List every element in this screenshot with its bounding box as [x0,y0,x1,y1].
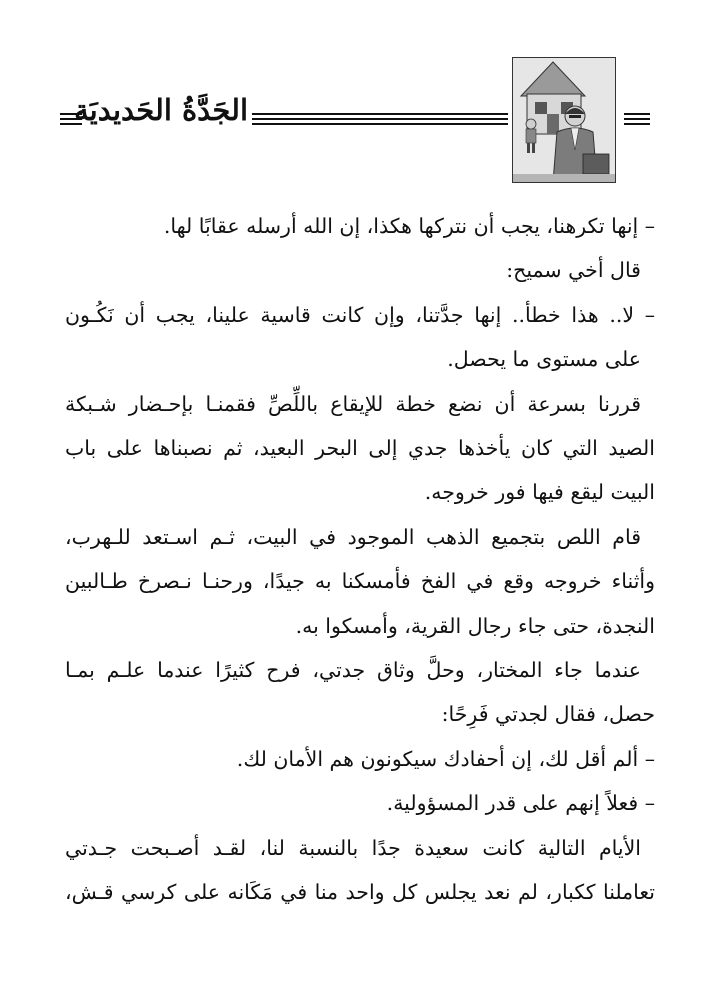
text-line: النجدة، حتى جاء رجال القرية، وأمسكوا به. [295,613,655,638]
text-line: وأثناء خروجه وقع في الفخ فأمسكنا به جيدًا، ورحنـا نـصرخ طـالبين [65,569,655,594]
text-line: – إنها تكرهنا، يجب أن نتركها هكذا، إن الله أرسله عقابًا لها. [163,214,655,238]
text-line: تعاملنا ككبار، لم نعد يجلس كل واحد منا في مَكَانه على كرسي قـش، [65,880,655,905]
text-line: – فعلاً إنهم على قدر المسؤولية. [386,791,655,816]
text-line: قررنا بسرعة أن نضع خطة للإيقاع باللِّصِّ فقمنـا بإحـضار شـبكة [65,391,641,416]
text-line: حصل، فقال لجدتي فَرِحًا: [441,702,655,727]
text-line: – ألم أقل لك، إن أحفادك سيكونون هم الأمان لك. [236,746,655,771]
text-line: عندما جاء المختار، وحلَّ وثاق جدتي، فرح كثيرًا عندما علـم بمـا [65,658,641,683]
text-line: الأيام التالية كانت سعيدة جدًا بالنسبة لنا، لقـد أصـبحت جـدتي [65,835,641,860]
chapter-header [0,55,720,185]
text-line: قال أخي سميح: [506,258,641,283]
chapter-title: الجَدَّةُ الحَديديَة [74,93,248,127]
story-text [65,204,655,915]
grandfather-illustration-image [513,58,615,182]
chapter-illustration [512,57,616,183]
text-line: – لا.. هذا خطأ.. إنها جدَّتنا، وإن كانت قاسية علينا، يجب أن نَكُـون [65,302,655,327]
text-line: الصيد التي كان يأخذها جدي إلى البحر البعيد، ثم نصبناها على باب [65,436,655,461]
text-line: البيت ليقع فيها فور خروجه. [424,480,655,505]
title-rule-middle [252,113,508,128]
text-line: على مستوى ما يحصل. [447,347,641,372]
text-line: قام اللص بتجميع الذهب الموجود في البيت، ثـم اسـتعد للـهرب، [65,524,641,549]
title-rule-right [624,113,650,128]
